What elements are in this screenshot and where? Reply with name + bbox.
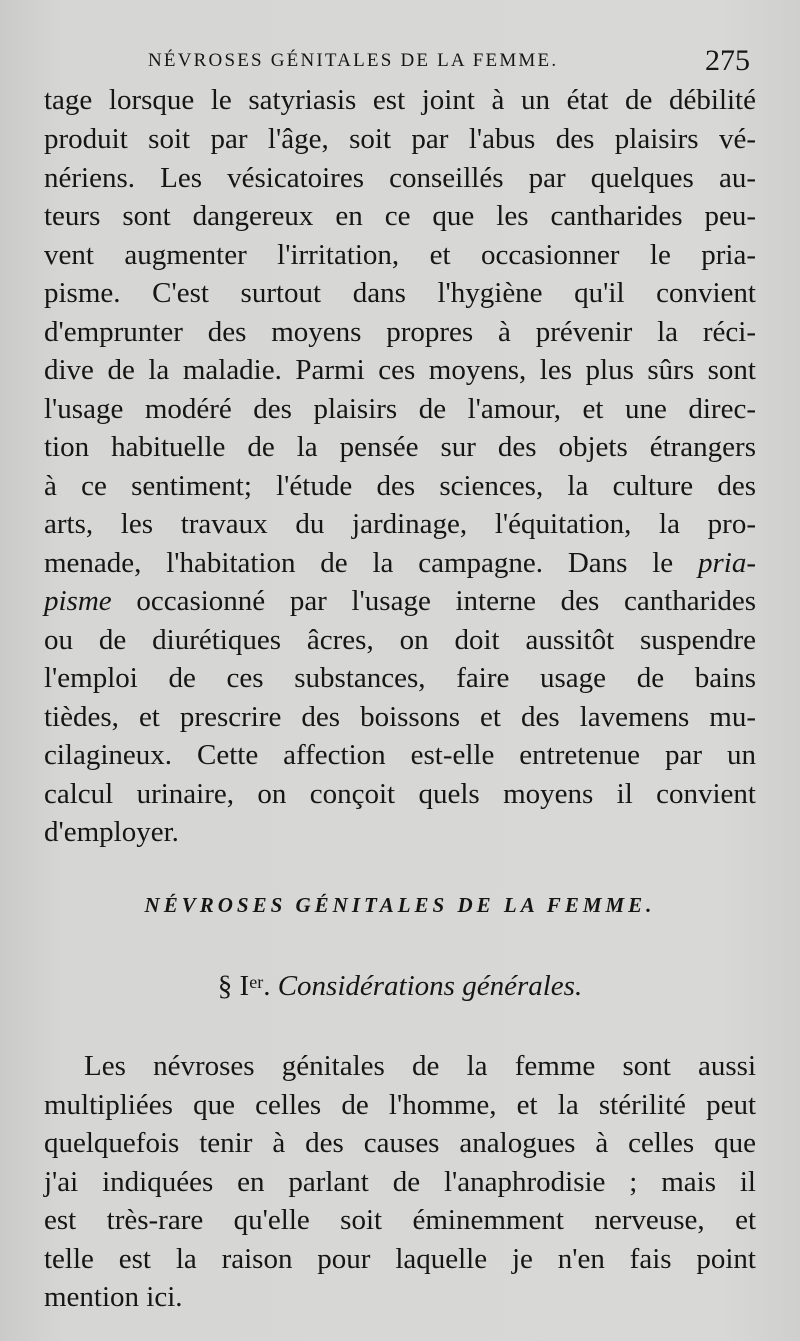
- running-head: [148, 44, 760, 84]
- text-line: telle est la raison pour laquelle je n'en fais point: [44, 1243, 756, 1275]
- subsection-marker-sup: er: [249, 972, 264, 992]
- text-line: [44, 581, 756, 621]
- text-line: tion habituelle de la pensée sur des objets étrangers: [44, 431, 756, 463]
- text-line: [44, 543, 756, 583]
- text-line: ou de diurétiques âcres, on doit aussitôt suspendre: [44, 624, 756, 656]
- italic-term: pria-: [698, 547, 756, 579]
- running-head-title: NÉVROSES GÉNITALES DE LA FEMME.: [148, 50, 559, 71]
- text-line: mention ici.: [44, 1281, 183, 1313]
- text-line: nériens. Les vésicatoires conseillés par quelques au-: [44, 162, 756, 194]
- text-line: dive de la maladie. Parmi ces moyens, les plus sûrs sont: [44, 354, 756, 386]
- text-line: multipliées que celles de l'homme, et la stérilité peut: [44, 1089, 756, 1121]
- text-line: Les névroses génitales de la femme sont aussi: [84, 1050, 756, 1082]
- text-line: l'usage modéré des plaisirs de l'amour, et une direc-: [44, 393, 756, 425]
- text-line: à ce sentiment; l'étude des sciences, la culture des: [44, 470, 756, 502]
- text-line: tage lorsque le satyriasis est joint à un état de débilité: [44, 84, 756, 116]
- text-line: l'emploi de ces substances, faire usage de bains: [44, 662, 756, 694]
- text-line: pisme. C'est surtout dans l'hygiène qu'il convient: [44, 277, 756, 309]
- italic-term: pisme: [44, 585, 112, 617]
- text-line: produit soit par l'âge, soit par l'abus des plaisirs vé-: [44, 123, 756, 155]
- subsection-marker: § I: [217, 970, 250, 1002]
- text-line: d'emprunter des moyens propres à prévenir la réci-: [44, 316, 756, 348]
- text-line: teurs sont dangereux en ce que les cantharides peu-: [44, 200, 756, 232]
- text-line: vent augmenter l'irritation, et occasionner le pria-: [44, 239, 756, 271]
- text-run: menade, l'habitation de la campagne. Dans le: [44, 547, 698, 579]
- text-line: calcul urinaire, on conçoit quels moyens il convient: [44, 778, 756, 810]
- page-number: 275: [705, 44, 750, 77]
- section-title: NÉVROSES GÉNITALES DE LA FEMME.: [144, 893, 656, 917]
- text-run: occasionné par l'usage interne des cantharides: [111, 585, 756, 617]
- text-line: d'employer.: [44, 816, 179, 848]
- text-line: arts, les travaux du jardinage, l'équitation, la pro-: [44, 508, 756, 540]
- text-line: quelquefois tenir à des causes analogues à celles que: [44, 1127, 756, 1159]
- text-line: cilagineux. Cette affection est-elle entretenue par un: [44, 739, 756, 771]
- subsection-title: Considérations générales.: [277, 970, 583, 1002]
- text-line: j'ai indiquées en parlant de l'anaphrodisie ; mais il: [44, 1166, 756, 1198]
- text-line: est très-rare qu'elle soit éminemment nerveuse, et: [44, 1204, 756, 1236]
- text-line: tièdes, et prescrire des boissons et des lavemens mu-: [44, 701, 756, 733]
- subsection-heading: § Ier. Considérations générales.: [217, 970, 583, 1002]
